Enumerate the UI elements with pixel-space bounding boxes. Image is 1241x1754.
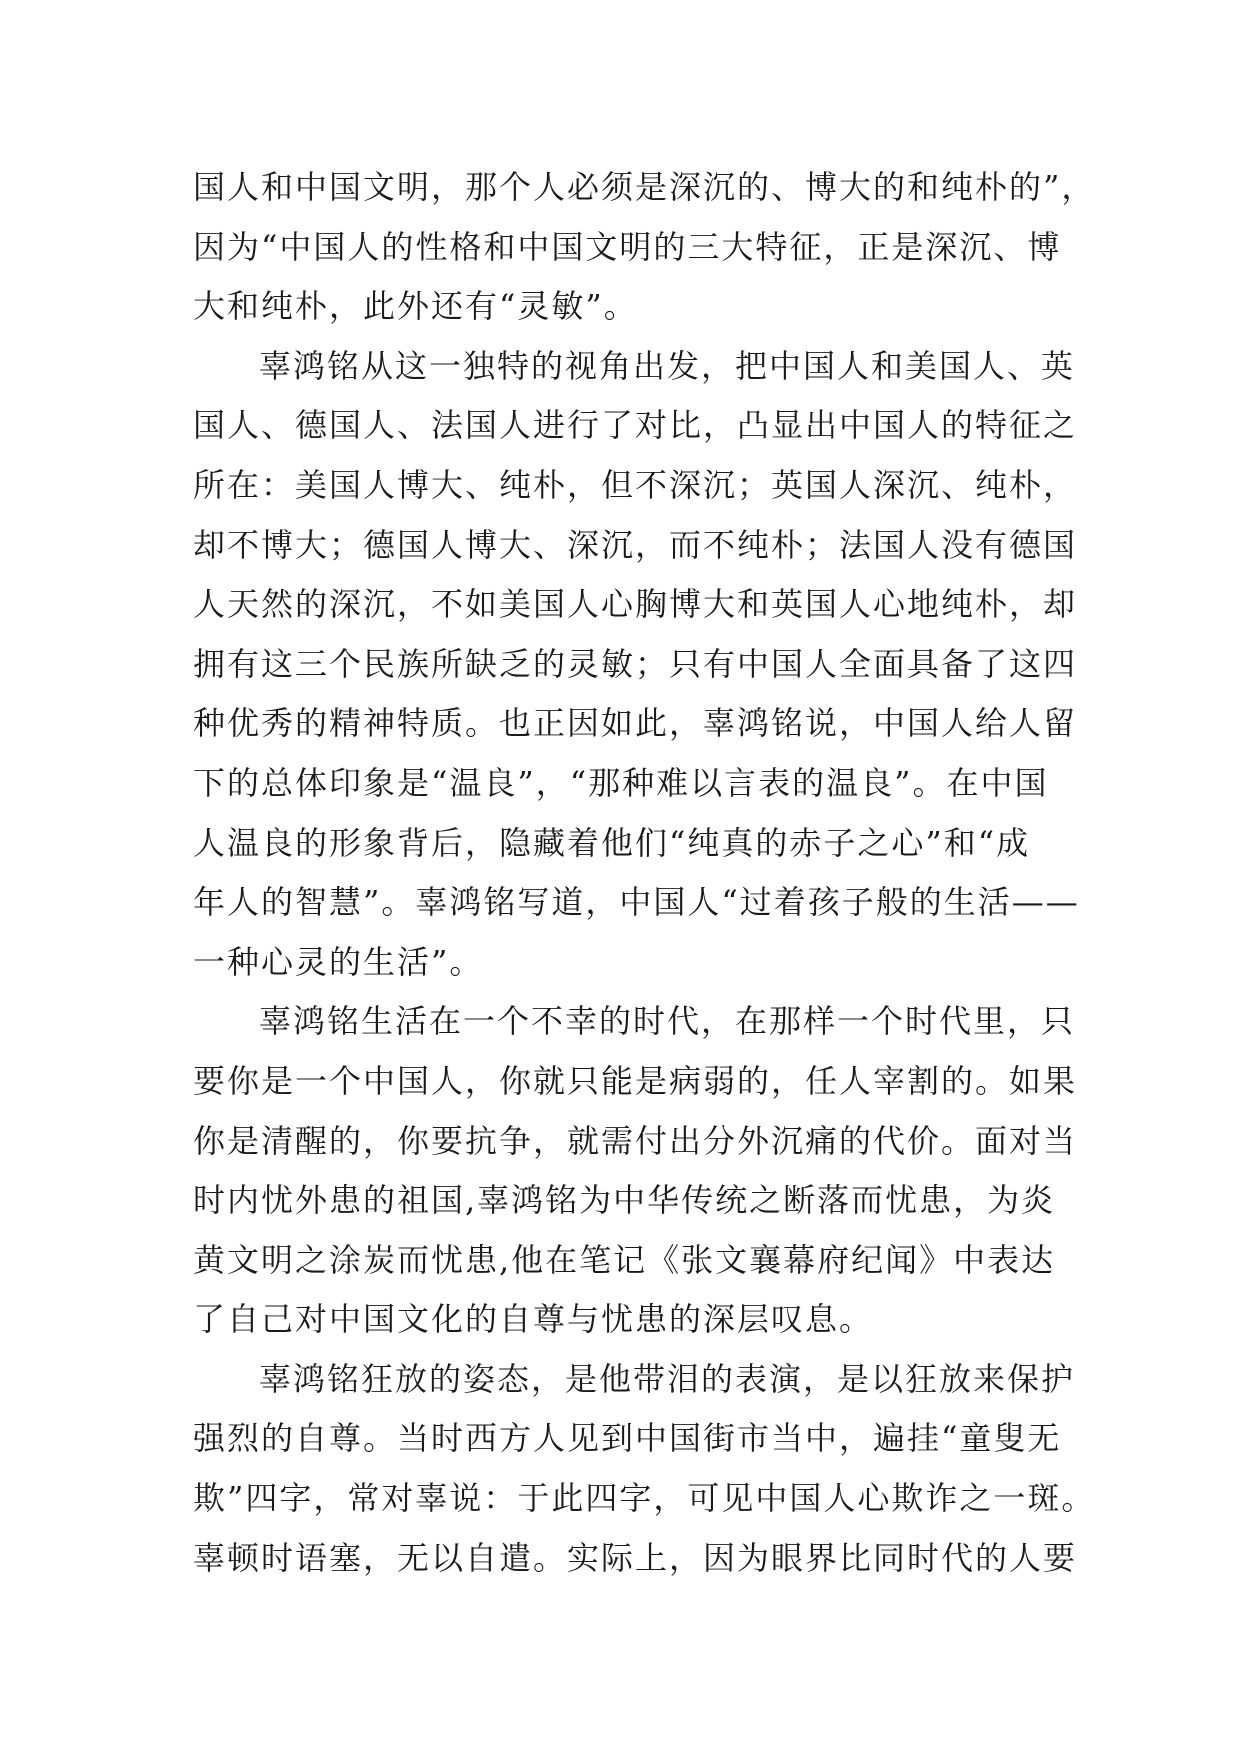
text-line: 辜鸿铭狂放的姿态，是他带泪的表演，是以狂放来保护 [259,1359,1076,1398]
text-line: 你是清醒的，你要抗争，就需付出分外沉痛的代价。面对当 [193,1121,1078,1160]
text-line: 国人、德国人、法国人进行了对比，凸显出中国人的特征之 [193,406,1078,445]
text-line: 辜鸿铭从这一独特的视角出发，把中国人和美国人、英 [259,346,1076,385]
text-line: 年人的智慧”。辜鸿铭写道，中国人“过着孩子般的生活—— [193,883,1080,922]
text-line: 种优秀的精神特质。也正因如此，辜鸿铭说，中国人给人留 [193,704,1078,743]
text-line: 下的总体印象是“温良”，“那种难以言表的温良”。在中国 [193,763,1049,802]
paragraph-3 [193,992,1078,1350]
body-text [193,158,1096,1588]
text-line: 了自己对中国文化的自尊与忧患的深层叹息。 [193,1300,874,1339]
text-line: 黄文明之涂炭而忧患,他在笔记《张文襄幕府纪闻》中表达 [193,1240,1056,1279]
paragraph-4 [193,1350,1096,1588]
text-line: 要你是一个中国人，你就只能是病弱的，任人宰割的。如果 [193,1061,1078,1100]
text-line: 强烈的自尊。当时西方人见到中国街市当中，遍挂“童叟无 [193,1419,1062,1458]
text-line: 国人和中国文明，那个人必须是深沉的、博大的和纯朴的”， [193,168,1096,206]
text-line: 人天然的深沉，不如美国人心胸博大和英国人心地纯朴，却 [193,585,1078,624]
text-line: 人温良的形象背后，隐藏着他们“纯真的赤子之心”和“成 [193,823,1031,862]
text-line: 拥有这三个民族所缺乏的灵敏；只有中国人全面具备了这四 [193,644,1078,683]
text-line: 却不博大；德国人博大、深沉，而不纯朴；法国人没有德国 [193,525,1078,564]
text-line: 欺”四字，常对辜说：于此四字，可见中国人心欺诈之一斑。 [193,1479,1096,1518]
text-line: 时内忧外患的祖国,辜鸿铭为中华传统之断落而忧患，为炎 [193,1181,1056,1220]
text-line: 一种心灵的生活”。 [193,942,484,981]
text-line: 因为“中国人的性格和中国文明的三大特征，正是深沉、博 [193,227,1062,266]
text-line: 辜鸿铭生活在一个不幸的时代，在那样一个时代里，只 [259,1002,1076,1041]
text-line: 大和纯朴，此外还有“灵敏”。 [193,287,638,326]
paragraph-1 [193,158,1096,337]
text-line: 所在：美国人博大、纯朴，但不深沉；英国人深沉、纯朴， [193,465,1078,504]
paragraph-2 [193,337,1080,993]
text-line: 辜顿时语塞，无以自遣。实际上，因为眼界比同时代的人要 [193,1538,1078,1577]
